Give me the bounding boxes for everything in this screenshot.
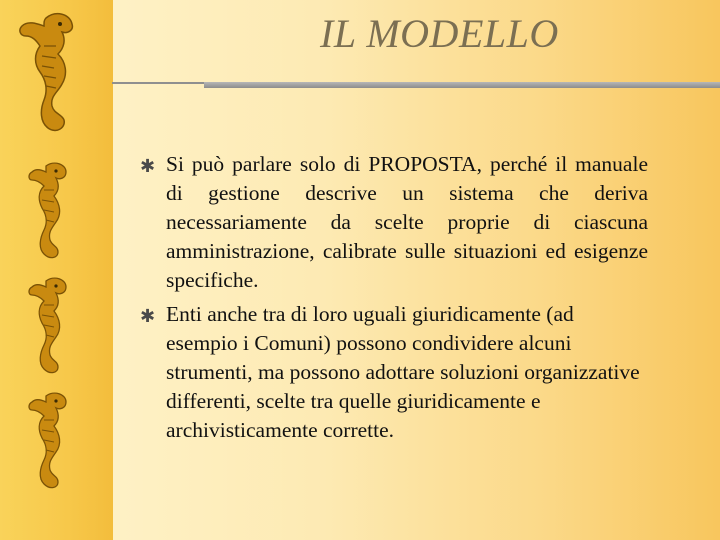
title-underline-bar (204, 82, 720, 88)
title-underline-thin (112, 82, 204, 84)
seahorse-icon (26, 160, 76, 260)
seahorse-icon (26, 275, 76, 375)
slide-body (140, 150, 648, 450)
bullet-item (140, 300, 648, 445)
slide-title: IL MODELLO (320, 11, 559, 56)
sidebar-decoration (0, 0, 113, 540)
asterisk-bullet-icon: ✱ (140, 156, 156, 177)
asterisk-bullet-icon: ✱ (140, 306, 156, 327)
seahorse-icon (26, 390, 76, 490)
title-underline (112, 82, 720, 88)
bullet-item (140, 150, 648, 295)
bullet-text: Si può parlare solo di PROPOSTA, perché il manuale di gestione descrive un sistema che deriva necessariamente da scelte proprie di ciascuna amministrazione, calibrate sulle situazioni ed esigenze specifiche. (166, 152, 648, 292)
seahorse-icon (16, 10, 86, 135)
bullet-text: Enti anche tra di loro uguali giuridicamente (ad esempio i Comuni) possono condividere alcuni strumenti, ma possono adottare soluzioni organizzative differenti, scelte tra quelle giuridicamente e archivisticamente corrette. (166, 302, 640, 442)
